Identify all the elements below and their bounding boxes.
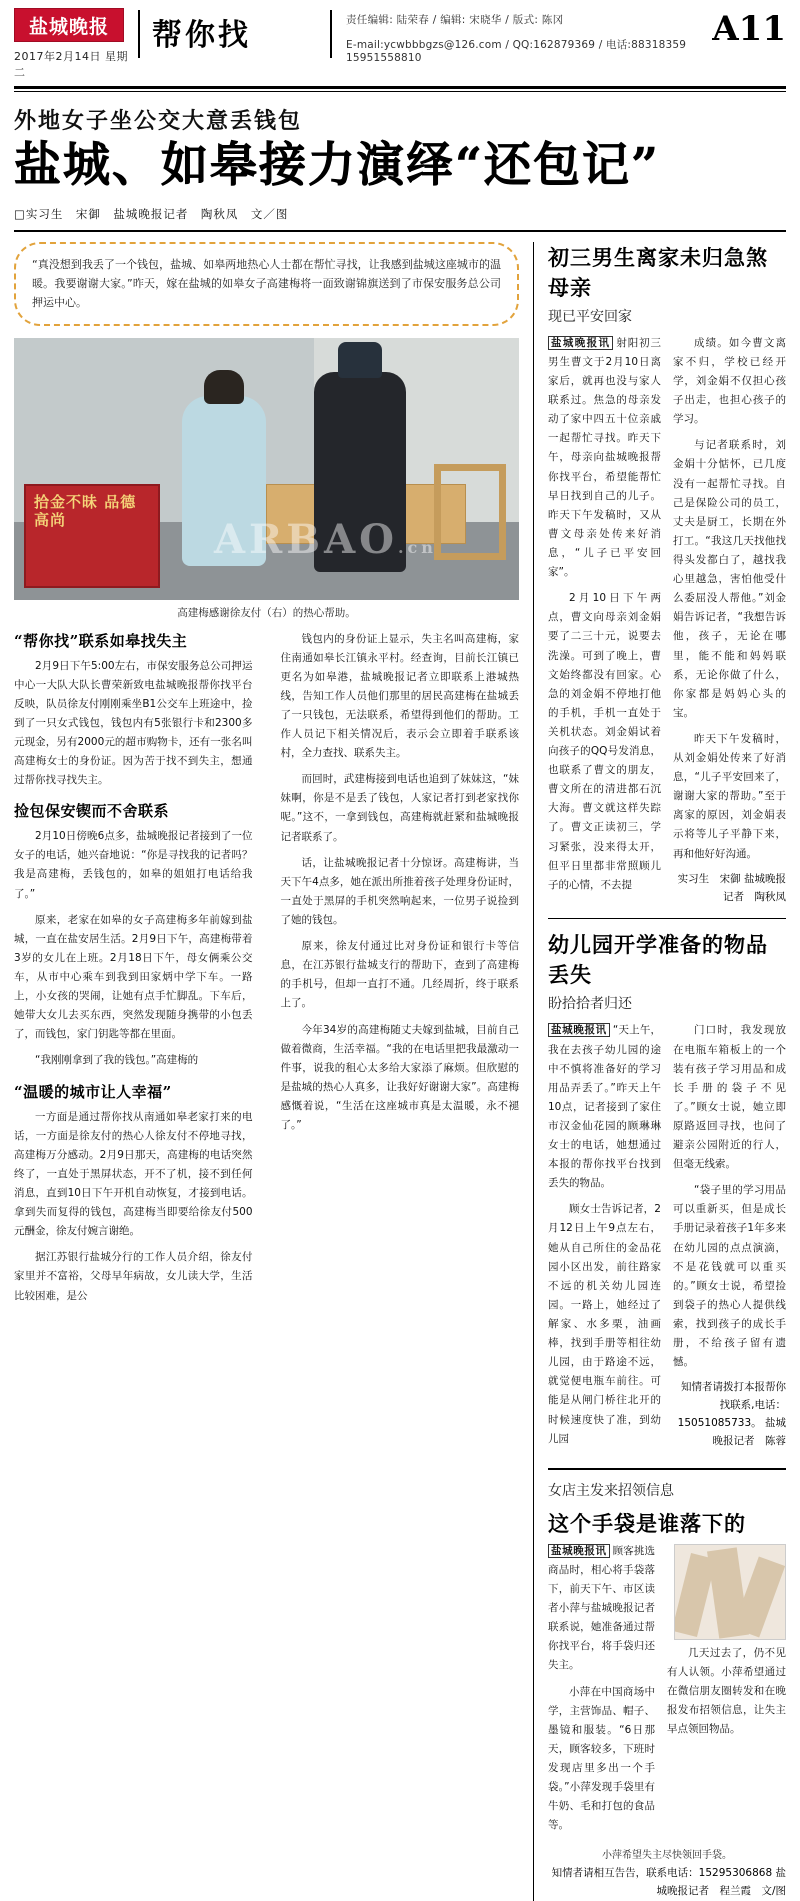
paragraph: 与记者联系时，刘金娟十分惦怀，已几度没有一起帮忙寻找。自己是保险公司的员工，丈夫是厨工，长期在外打工。“我这几天找他找得头发都白了，越找我心里越急，害怕他受什么委屈没人帮他。”刘金娟告诉记者，“我想告诉他，孩子，无论在哪里，能不能和妈妈联系，无论你做了什么，你家都是妈妈心头的宝。 [673,439,786,719]
article3-title: 这个手袋是谁落下的 [548,1510,746,1536]
subhead-2: 捡包保安锲而不舍联系 [14,802,170,821]
paragraph-text: 射阳初三男生曹文于2月10日离家后，就再也没与家人联系过。焦急的母亲发动了家中四五十位亲戚一起帮忙寻找。昨天下午，母亲向盐城晚报帮你找平台，希望能帮忙早日找到自己的儿子。昨天下午发稿时，又从曹文母亲处传来好消息，“儿子已平安回家”。 [548,336,661,579]
photo-watermark: ARBAO.cn [214,515,437,563]
paragraph: 2月10日傍晚6点多，盐城晚报记者接到了一位女子的电话，她兴奋地说：“你是寻找我的记者吗？我是高建梅，丢钱包的，如皋的姐姐打电话给我了。” [14,830,253,900]
article2-col-1 [548,1021,661,1455]
article-divider-1 [548,918,786,919]
paragraph [548,334,661,582]
article-missing-student [548,242,786,907]
paragraph: 顾女士告诉记者，2月12日上午9点左右，她从自己所住的金品花园小区出发，前往路家不远的机关幼儿园连园。一路上，她经过了解家、水多栗，油画棒，找到手册等相往幼儿园，由于路途不远，就觉便电瓶车前往。可能是从闸门桥往北开的时候速度快了准，到幼儿园 [548,1203,661,1445]
dateline-tag: 盐城晚报讯 [548,1023,610,1037]
article1-signature: 实习生 宋御 盐城晚报记者 陶秋凤 [677,872,786,903]
article3-columns [548,1542,786,1843]
contact-line: E-mail:ycwbbbgzs@126.com / QQ:162879369 / 电话:88318359 15951558810 [346,39,687,64]
masthead-rule-thin [14,91,786,92]
article-divider-2 [548,1468,786,1470]
main-story [14,242,534,1901]
article1-col-2 [673,334,786,907]
article3-col-1 [548,1542,655,1843]
article2-signature: 知情者请拨打本报帮你找联系,电话：15051085733。 盐城晚报记者 陈蓉 [677,1381,786,1447]
paragraph: 几天过去了，仍不见有人认领。小萍希望通过在微信朋友圈转发和在晚报发布招领信息，让失主早点领回物品。 [667,1646,786,1736]
paragraph: 原来，徐友付通过比对身份证和银行卡等信息，在江苏银行盐城支行的帮助下，查到了高建梅的手机号，但却一直打不通。几经周折，终于联系上了。 [280,940,519,1010]
handbag-photo [674,1544,786,1640]
page-number: A11 [712,9,786,49]
article-found-handbag [548,1480,786,1901]
photo-caption: 高建梅感谢徐友付（右）的热心帮助。 [177,606,356,619]
article2-subtitle: 盼拾拾者归还 [548,996,632,1013]
article3-shoulder: 女店主发来招领信息 [548,1482,674,1499]
paragraph: “我刚刚拿到了我的钱包。”高建梅的 [35,1054,199,1067]
article2-title: 幼儿园开学准备的物品丢失 [548,932,768,988]
page-content [14,242,786,1901]
article1-subtitle: 现已平安回家 [548,308,632,325]
main-story-col-2 [267,630,520,1313]
paragraph: “袋子里的学习用品可以重新买，但是成长手册记录着孩子1年多来在幼儿园的点点演滴，不是花钱就可以重买的。”顾女士说，希望捡到袋子的热心人提供线索，找到孩子的成长手册，不给孩子留有遗憾。 [673,1184,786,1369]
paragraph: 钱包内的身份证上显示，失主名叫高建梅，家住南通如皋长江镇永平村。经查询，目前长江镇已更名为如皋港，盐城晚报记者立即联系上港城热线，告知工作人员他们那里的居民高建梅在盐城丢了一只钱包，无法联系，希望得到他们的帮助。工作人员记下相关情况后，表示会立即着手联系该村，全力查找、联系失主。 [280,632,519,760]
masthead-left [14,8,138,80]
paper-logo: 盐城晚报 [14,8,124,42]
article3-signature: 知情者请相互告告，联系电话：15295306868 盐城晚报记者 程兰霞 文/图 [551,1867,786,1898]
article2-col-2 [673,1021,786,1455]
article1-col-1 [548,334,661,907]
paragraph [548,1021,661,1193]
paragraph: 2月10日下午两点，曹文向母亲刘金娟要了二三十元，说要去洗澡。可到了晚上，曹文始终都没有回家。心急的刘金娟不停地打他的手机，手机一直处于关机状态。刘金娟试着向孩子的QQ号发消息，也联系了曹文的朋友，曹文所在的清进都石沉大海。曹文就这样失踪了。曹文正读初三，学习紧张，没来得太开，但平日里都非常照顾儿子的心情，不去提 [548,592,661,891]
handbag-photo-caption: 小萍希望失主尽快领回手袋。 [602,1850,732,1862]
paragraph: 小萍在中国商场中学，主营饰品、帽子、墨镜和服装。“6日那天，顾客较多，下班时发现店里多出一个手袋。”小萍发现手袋里有牛奶、毛和打包的食品等。 [548,1685,655,1832]
subhead-1: “帮你找”联系如皋找失主 [14,631,188,650]
shoulder-headline: 外地女子坐公交大意丢钱包 [14,108,303,134]
paragraph: 一方面是通过帮你找从南通如皋老家打来的电话，一方面是徐友付的热心人徐友付不停地寻找，高建梅万分感动。2月9日那天，高建梅的电话突然终了，一直处于黑屏状态，开不了机，接不到任何消息，直到10日下午开机自动恢复，才接到电话。拿到失而复得的钱包，高建梅当即要给徐友付500元酬金，徐友付婉言谢绝。 [14,1110,253,1238]
issue-date: 2017年2月14日 星期二 [14,50,128,79]
main-story-col-1 [14,630,267,1313]
paragraph: 据江苏银行盐城分行的工作人员介绍，徐友付家里并不富裕，父母早年病故，女儿读大学，生活比较困难，是公 [14,1251,253,1302]
paragraph: 而回时，武建梅接到电话也追到了妹妹这，“妹妹啊，你是不是丢了钱包，人家记者打到老家找你呢。”这不，一拿到钱包，高建梅就赶紧和盐城晚报记者联系了。 [280,773,519,843]
masthead [14,0,786,80]
masthead-rule [14,86,786,89]
article2-columns [548,1021,786,1455]
dateline-tag: 盐城晚报讯 [548,1544,610,1558]
main-photo [14,338,519,600]
paragraph: 2月9日下午5:00左右，市保安服务总公司押运中心一大队大队长曹荣新致电盐城晚报帮你找平台反映，队员徐友付刚刚乘坐B1公交车上班途中，捡到了一只女式钱包，钱包内有5张银行卡和2300多元现金，另有2000元的超市购物卡，还有一张名叫高建梅女士的身份证。因为苦于找不到失主，想通过帮你找寻找失主。 [14,659,253,787]
dateline-tag: 盐城晚报讯 [548,336,613,350]
headline-rule [14,230,786,232]
masthead-info [332,8,702,64]
subhead-3: “温暖的城市让人幸福” [14,1082,172,1101]
article1-columns [548,334,786,907]
article1-title: 初三男生离家未归急煞母亲 [548,244,768,300]
paragraph-text: 顾客挑选商品时，相心将手袋落下，前天下午、市区读者小萍与盐城晚报记者联系说，她准备通过帮你找平台，将手袋归还失主。 [548,1544,655,1672]
photo-banner-text: 拾金不昧 品德高尚 [24,484,160,588]
photo-chair [434,464,506,560]
paragraph: 门口时，我发现放在电瓶车箱板上的一个装有孩子学习用品和成长手册的袋子不见了。”顾女士说，她立即原路返回寻找，也问了避亲公园附近的行人，但毫无线索。 [673,1024,786,1171]
main-headline: 盐城、如皋接力演绎“还包记” [14,138,661,193]
paragraph: 今年34岁的高建梅随丈夫嫁到盐城，目前自己做着微商，生活幸福。“我的在电话里把我最激动一件事，说我的租心太多给大家添了麻烦。但欣慰的是盐城的热心人真多，让我好好谢谢大家”。高建梅感慨着说，“生活在这座城市真是太温暖，永不褪了。” [280,1023,519,1132]
editor-credits: 责任编辑: 陆荣春 / 编辑: 宋晓华 / 版式: 陈冈 [346,14,564,26]
paragraph [548,1542,655,1676]
byline: □实习生 宋御 盐城晚报记者 陶秋凤 文／图 [14,206,289,221]
paragraph-text: “天上午，我在去孩子幼儿园的途中不慎将准备好的学习用品弄丢了。”昨天上午10点，记者接到了家住市汉金仙花园的顾琳琳女士的电话，她想通过本报的帮你找平台找到丢失的物品。 [548,1024,661,1190]
paragraph: 话，让盐城晚报记者十分惊讶。高建梅讲，当天下午4点多，她在派出所推着孩子处理身份证时，一直处于黑屏的手机突然响起来，一位男子说捡到了她的钱包。 [280,856,519,927]
lead-paragraph-box: “真没想到我丢了一个钱包，盐城、如皋两地热心人士都在帮忙寻找，让我感到盐城这座城市的温暖。我要谢谢大家。”昨天，嫁在盐城的如皋女子高建梅将一面致谢锦旗送到了市保安服务总公司押运中心。 [14,242,519,326]
paragraph: 成绩。如今曹文离家不归，学校已经开学，刘金娟不仅担心孩子出走，也担心孩子的学习。 [673,336,786,426]
paragraph: 昨天下午发稿时，从刘金娟处传来了好消息，“儿子平安回来了，谢谢大家的帮助。”至于离家的原因，刘金娟表示将等儿子平静下来，再和他好好沟通。 [673,732,786,860]
section-title: 帮你找 [152,18,251,53]
main-story-columns [14,630,519,1313]
right-column [534,242,786,1901]
article3-col-2 [667,1542,786,1843]
article-lost-school-supplies [548,929,786,1455]
paragraph: 原来，老家在如皋的女子高建梅多年前嫁到盐城，一直在盐安居生活。2月9日下午，高建梅带着3岁的女儿在上班。2月18日下午，母女俩乘公交车，从市中心乘车到我到田家炳中学下车。一路上，小女孩的哭闹，让她有点手忙脚乱。下车后，她带大女儿去买东西，突然发现随身携带的小包丢了，而钱包，家门钥匙等都在里面。 [14,913,253,1041]
